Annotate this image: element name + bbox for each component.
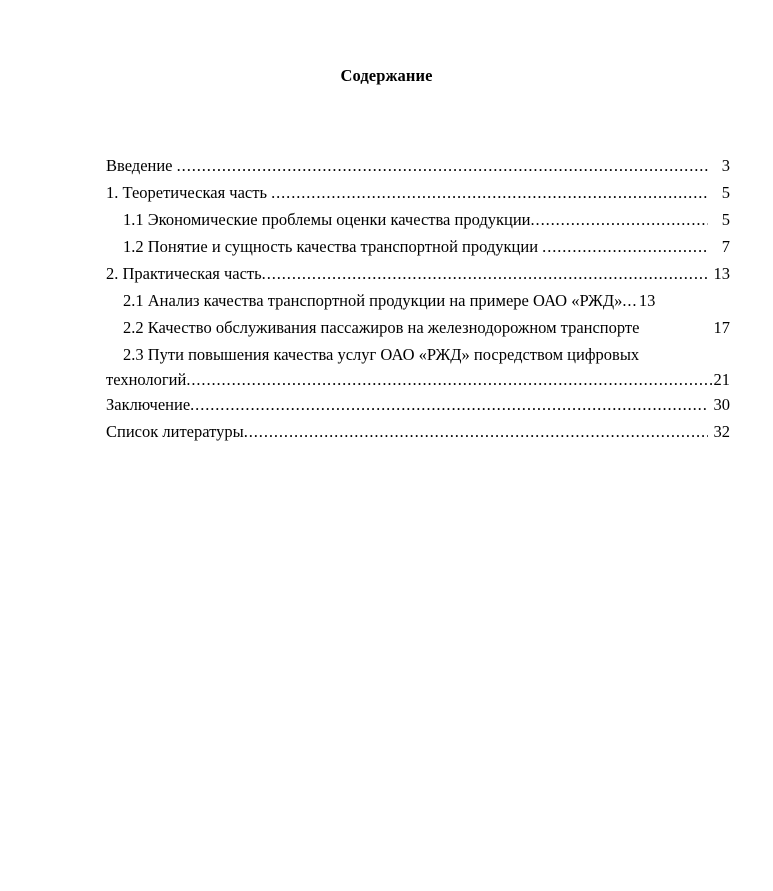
toc-page-number: 17 [713, 318, 730, 337]
dot-leader [531, 206, 708, 233]
toc-entry[interactable] [106, 314, 730, 341]
toc-entry[interactable] [106, 341, 730, 391]
toc-entry-label: 1. Теоретическая часть [106, 183, 267, 202]
dot-leader [190, 391, 708, 418]
toc-page-number: 5 [721, 183, 730, 202]
toc-entry-label: 2. Практическая часть [106, 264, 262, 283]
toc-entry[interactable] [106, 233, 730, 260]
toc-page-number: 30 [713, 395, 730, 414]
dot-leader [186, 368, 712, 391]
toc-entry[interactable] [106, 391, 730, 418]
toc-entry-label: 2.3 Пути повышения качества услуг ОАО «РЖД» посредством цифровых [123, 345, 640, 364]
toc-entry-label: Заключение [106, 395, 191, 414]
toc-entry-label: 2.2 Качество обслуживания пассажиров на железнодорожном транспорте [123, 318, 640, 337]
page-title: Содержание [340, 66, 433, 85]
toc-page-number: 13 [638, 291, 656, 310]
toc-page-number: 5 [721, 210, 730, 229]
toc-entry-label: Список литературы [106, 422, 244, 441]
dot-leader [262, 260, 708, 287]
toc-page-number: 32 [713, 422, 730, 441]
table-of-contents [106, 152, 730, 445]
toc-entry-continuation-line [106, 368, 730, 391]
toc-entry-label: 1.1 Экономические проблемы оценки качества продукции [123, 210, 531, 229]
toc-entry-label-continuation: технологий [106, 370, 187, 389]
dot-leader [271, 179, 708, 206]
toc-entry[interactable] [106, 287, 730, 314]
toc-page-number: 7 [721, 237, 730, 256]
toc-page-number: 13 [713, 264, 730, 283]
toc-entry[interactable] [106, 179, 730, 206]
dot-leader [177, 152, 708, 179]
toc-entry[interactable] [106, 152, 730, 179]
toc-entry-label: Введение [106, 156, 173, 175]
toc-entry[interactable] [106, 206, 730, 233]
toc-page-number: 3 [721, 156, 730, 175]
dot-leader [542, 233, 708, 260]
toc-page-number: 21 [713, 370, 730, 389]
toc-entry[interactable] [106, 418, 730, 445]
toc-entry[interactable] [106, 260, 730, 287]
dot-leader: ... [622, 291, 638, 310]
toc-entry-label: 2.1 Анализ качества транспортной продукции на примере ОАО «РЖД» [123, 291, 623, 310]
dot-leader [244, 418, 708, 445]
toc-entry-label: 1.2 Понятие и сущность качества транспортной продукции [123, 237, 539, 256]
